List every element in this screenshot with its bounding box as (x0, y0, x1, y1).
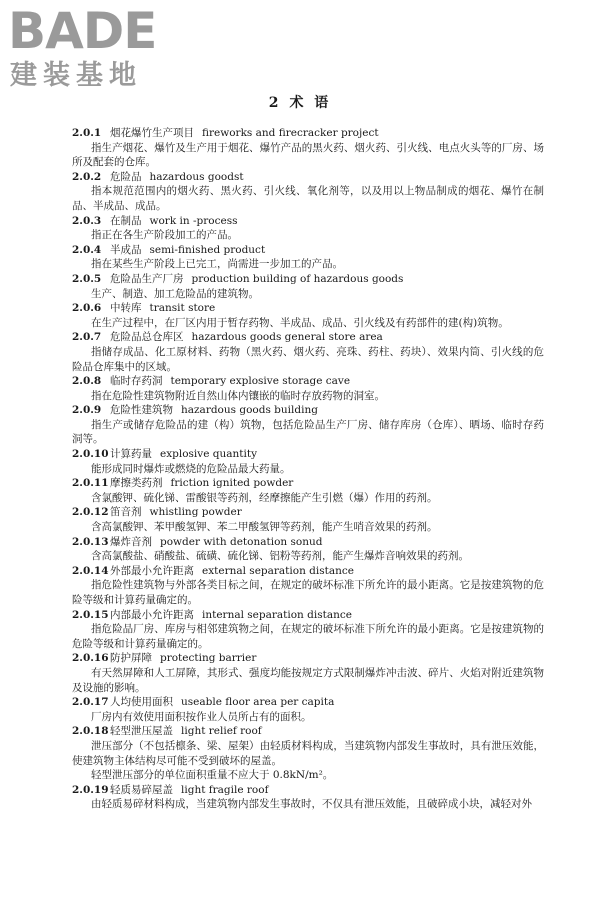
term-chinese-name: 内部最小允许距离 (110, 608, 194, 621)
term-chinese-name: 摩擦类药剂 (110, 477, 163, 490)
term-entry (72, 301, 544, 330)
term-number: 2.0.5 (72, 272, 102, 285)
term-heading (72, 608, 544, 623)
term-description: 含高氯酸盐、硝酸盐、硫磺、硫化锑、铝粉等药剂，能产生爆炸音响效果的药剂。 (91, 550, 469, 563)
term-english-name: hazardous goods building (181, 404, 318, 417)
term-number: 2.0.2 (72, 170, 102, 183)
term-number: 2.0.6 (72, 302, 102, 315)
term-description: 指本规范范围内的烟火药、黑火药、引火线、氧化剂等，以及用以上物品制成的烟花、爆竹在制品、半成品、成品。 (72, 185, 544, 212)
term-english-name: light fragile roof (181, 783, 269, 796)
term-number: 2.0.17 (72, 696, 109, 709)
term-english-name: friction ignited powder (170, 477, 294, 490)
term-chinese-name: 危险品生产厂房 (110, 272, 184, 285)
term-entry (72, 403, 544, 447)
term-description: 轻型泄压部分的单位面积重量不应大于 0.8kN/m²。 (91, 769, 334, 782)
term-description: 指正在各生产阶段加工的产品。 (91, 229, 238, 242)
term-entry (72, 505, 544, 534)
term-chinese-name: 爆炸音剂 (110, 535, 152, 548)
term-number: 2.0.7 (72, 331, 102, 344)
term-number: 2.0.8 (72, 375, 102, 388)
term-english-name: internal separation distance (202, 608, 352, 621)
term-heading (72, 651, 544, 666)
term-entry (72, 695, 544, 724)
term-description: 指危险品厂房、库房与相邻建筑物之间，在规定的破坏标准下所允许的最小距离。它是按建筑物的危险等级和计算药量确定的。 (72, 623, 544, 650)
term-heading (72, 243, 544, 258)
term-chinese-name: 计算药量 (110, 448, 152, 461)
term-english-name: protecting barrier (160, 652, 257, 665)
logo-latin-text: BADE (8, 2, 157, 60)
term-entry (72, 272, 544, 301)
term-english-name: work in -process (149, 214, 238, 227)
term-description: 含氯酸钾、硫化锑、雷酸银等药剂，经摩擦能产生引燃（爆）作用的药剂。 (91, 491, 438, 504)
term-description: 指生产烟花、爆竹及生产用于烟花、爆竹产品的黑火药、烟火药、引火线、电点火头等的厂房、场所及配套的仓库。 (72, 141, 544, 169)
term-heading (72, 783, 544, 798)
term-chinese-name: 防护屏障 (110, 652, 152, 665)
term-description: 指在某些生产阶段上已完工，尚需进一步加工的产品。 (91, 258, 343, 271)
term-heading (72, 272, 544, 287)
term-chinese-name: 危险性建筑物 (110, 404, 173, 417)
term-number: 2.0.15 (72, 608, 109, 621)
term-heading (72, 695, 544, 710)
term-description: 厂房内有效使用面积按作业人员所占有的面积。 (91, 710, 312, 723)
term-english-name: external separation distance (202, 564, 354, 577)
term-english-name: powder with detonation sonud (160, 535, 323, 548)
term-english-name: semi-finished product (149, 243, 266, 256)
term-chinese-name: 轻型泄压屋盖 (110, 725, 173, 738)
term-chinese-name: 半成品 (110, 243, 142, 256)
term-number: 2.0.13 (72, 535, 109, 548)
term-entry (72, 447, 544, 476)
term-entry (72, 535, 544, 564)
term-entry (72, 564, 544, 608)
term-heading (72, 170, 544, 185)
term-description: 指在危险性建筑物附近自然山体内镶嵌的临时存放药物的洞室。 (91, 389, 385, 402)
term-heading (72, 476, 544, 491)
term-english-name: light relief roof (181, 725, 262, 738)
term-heading (72, 564, 544, 579)
term-description: 能形成同时爆炸或燃烧的危险品最大药量。 (91, 462, 291, 475)
term-chinese-name: 中转库 (110, 302, 142, 315)
term-english-name: hazardous goodst (149, 170, 244, 183)
term-english-name: explosive quantity (160, 448, 258, 461)
term-number: 2.0.3 (72, 214, 102, 227)
logo-chinese-text: 建装基地 (10, 60, 142, 91)
term-heading (72, 374, 544, 389)
term-description: 指危险性建筑物与外部各类目标之间，在规定的破坏标准下所允许的最小距离。它是按建筑物的危险等级和计算药量确定的。 (72, 579, 544, 606)
term-entry (72, 724, 544, 782)
term-heading (72, 447, 544, 462)
term-heading (72, 403, 544, 418)
term-description: 泄压部分（不包括檩条、梁、屋架）由轻质材料构成，当建筑物内部发生事故时，具有泄压效能，使建筑物主体结构尽可能不受到破坏的屋盖。 (72, 739, 544, 767)
term-chinese-name: 笛音剂 (110, 506, 142, 519)
term-description: 含高氯酸钾、苯甲酸氢钾、苯二甲酸氢钾等药剂，能产生哨音效果的药剂。 (91, 521, 438, 534)
term-heading (72, 505, 544, 520)
term-description: 生产、制造、加工危险品的建筑物。 (91, 287, 259, 300)
term-number: 2.0.18 (72, 725, 109, 738)
term-number: 2.0.4 (72, 243, 102, 256)
term-number: 2.0.1 (72, 127, 102, 139)
term-number: 2.0.10 (72, 448, 109, 461)
term-heading (72, 330, 544, 345)
term-number: 2.0.9 (72, 404, 102, 417)
term-heading (72, 126, 544, 141)
term-english-name: fireworks and firecracker project (202, 127, 379, 139)
term-heading (72, 535, 544, 550)
term-number: 2.0.12 (72, 506, 109, 519)
term-chinese-name: 人均使用面积 (110, 696, 173, 709)
term-entry (72, 608, 544, 652)
term-english-name: hazardous goods general store area (191, 331, 383, 344)
term-heading (72, 724, 544, 739)
term-number: 2.0.19 (72, 783, 109, 796)
section-title-text: 术 语 (289, 95, 332, 111)
term-number: 2.0.11 (72, 477, 109, 490)
term-entry (72, 476, 544, 505)
term-english-name: transit store (149, 302, 216, 315)
term-english-name: production building of hazardous goods (191, 272, 404, 285)
term-entry (72, 330, 544, 374)
term-entry (72, 374, 544, 403)
section-title (0, 92, 600, 112)
term-english-name: whistling powder (149, 506, 242, 519)
term-number: 2.0.14 (72, 564, 109, 577)
term-description: 由轻质易碎材料构成，当建筑物内部发生事故时，不仅具有泄压效能，且破碎成小块，减轻对外 (91, 798, 532, 811)
term-chinese-name: 外部最小允许距离 (110, 564, 194, 577)
term-description: 指生产或储存危险品的建（构）筑物，包括危险品生产厂房、储存库房（仓库）、晒场、临时存药洞等。 (72, 418, 544, 446)
term-chinese-name: 危险品总仓库区 (110, 331, 184, 344)
term-entry (72, 170, 544, 214)
term-entry (72, 651, 544, 695)
section-number: 2 (268, 95, 282, 111)
term-chinese-name: 危险品 (110, 170, 142, 183)
term-entry (72, 243, 544, 272)
term-description: 有天然屏障和人工屏障，其形式、强度均能按规定方式限制爆炸冲击波、碎片、火焰对附近建筑物及设施的影响。 (72, 666, 544, 694)
term-english-name: useable floor area per capita (181, 696, 335, 709)
term-heading (72, 301, 544, 316)
term-entry (72, 214, 544, 243)
term-entry (72, 783, 544, 812)
term-description: 在生产过程中，在厂区内用于暂存药物、半成品、成品、引火线及有药部件的建(构)筑物。 (91, 316, 509, 329)
terms-list (72, 126, 544, 812)
term-english-name: temporary explosive storage cave (170, 375, 351, 388)
term-number: 2.0.16 (72, 652, 109, 665)
term-chinese-name: 在制品 (110, 214, 142, 227)
term-description: 指储存成品、化工原材料、药物（黑火药、烟火药、亮珠、药柱、药块）、效果内筒、引火线的危险品仓库集中的区域。 (72, 345, 544, 373)
term-chinese-name: 临时存药洞 (110, 375, 163, 388)
term-heading (72, 214, 544, 229)
bade-logo (8, 2, 158, 96)
term-chinese-name: 轻质易碎屋盖 (110, 783, 173, 796)
term-chinese-name: 烟花爆竹生产项目 (110, 127, 194, 139)
term-entry (72, 126, 544, 170)
